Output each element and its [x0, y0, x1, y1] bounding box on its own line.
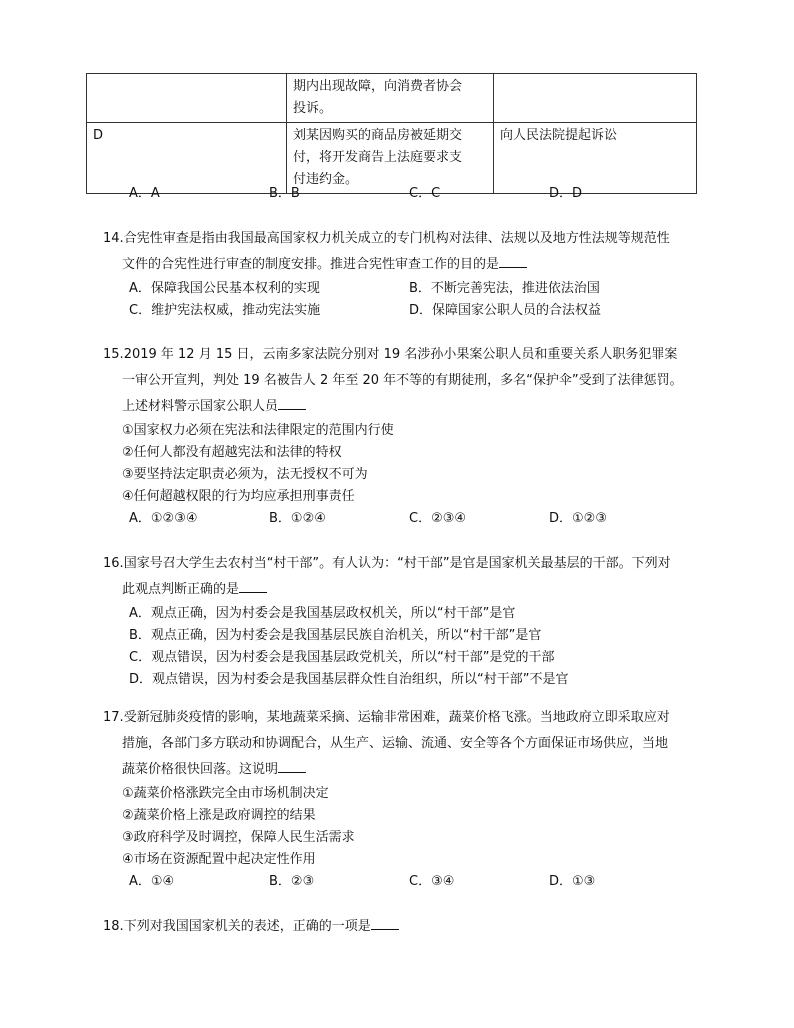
- statement: ④市场在资源配置中起决定性作用: [122, 852, 316, 867]
- option-a[interactable]: A．①④: [129, 874, 175, 889]
- answer-blank[interactable]: [239, 580, 267, 593]
- question-17: [103, 705, 723, 893]
- option-d[interactable]: D．观点错误，因为村委会是我国基层群众性自治组织，所以“村干部”不是官: [129, 672, 569, 687]
- option-c[interactable]: C．观点错误，因为村委会是我国基层政党机关，所以“村干部”是党的干部: [129, 650, 555, 665]
- answer-blank[interactable]: [499, 255, 527, 268]
- option-a[interactable]: A．A: [129, 186, 160, 201]
- option-b[interactable]: B．②③: [269, 874, 315, 889]
- option-d[interactable]: D．D: [549, 186, 583, 201]
- statement: ②蔬菜价格上涨是政府调控的结果: [122, 808, 316, 823]
- cell-line: 投诉。: [293, 101, 333, 116]
- option-a[interactable]: A．①②③④: [129, 511, 198, 526]
- question-text: 上述材料警示国家公职人员: [122, 399, 279, 414]
- question-text: 此观点判断正确的是: [122, 582, 240, 597]
- question-16: [103, 551, 723, 691]
- question-text: 受新冠肺炎疫情的影响，某地蔬菜采摘、运输非常困难，蔬菜价格飞涨。当地政府立即采取应对: [123, 710, 670, 725]
- cell-line: 付，将开发商告上法庭要求支: [293, 150, 463, 165]
- answer-table-fragment: [86, 73, 697, 194]
- question-number: 17.: [103, 710, 124, 725]
- table-cell: D: [87, 123, 287, 194]
- option-c[interactable]: C．③④: [409, 874, 455, 889]
- question-number: 15.: [103, 347, 124, 362]
- option-b[interactable]: B．①②④: [269, 511, 326, 526]
- option-c[interactable]: C．C: [409, 186, 441, 201]
- question-number: 16.: [103, 556, 124, 571]
- statement: ①蔬菜价格涨跌完全由市场机制决定: [122, 786, 329, 801]
- option-c[interactable]: C．维护宪法权威，推动宪法实施: [129, 303, 321, 318]
- question-text: 文件的合宪性进行审查的制度安排。推进合宪性审查工作的目的是: [122, 257, 500, 272]
- option-b[interactable]: B．观点正确，因为村委会是我国基层民族自治机关，所以“村干部”是官: [129, 628, 542, 643]
- question-number: 18.: [103, 919, 124, 934]
- option-d[interactable]: D．保障国家公职人员的合法权益: [409, 303, 602, 318]
- statement: ①国家权力必须在宪法和法律限定的范围内行使: [122, 423, 394, 438]
- question-text: 措施，各部门多方联动和协调配合，从生产、运输、流通、安全等各个方面保证市场供应，当地: [122, 736, 669, 751]
- statement: ④任何超越权限的行为均应承担刑事责任: [122, 489, 355, 504]
- answer-blank[interactable]: [371, 917, 399, 930]
- table-cell: 向人民法院提起诉讼: [494, 123, 697, 194]
- question-text: 2019 年 12 月 15 日，云南多家法院分别对 19 名涉孙小果案公职人员和重要关系人职务犯罪案: [123, 347, 678, 362]
- option-c[interactable]: C．②③④: [409, 511, 467, 526]
- table-row: [87, 74, 697, 123]
- option-a[interactable]: A．保障我国公民基本权利的实现: [129, 281, 320, 296]
- cell-line: 刘某因购买的商品房被延期交: [293, 128, 463, 143]
- table-question-options: [103, 183, 723, 205]
- table-cell: [494, 74, 697, 123]
- answer-blank[interactable]: [278, 760, 306, 773]
- cell-line: 付违约金。: [293, 172, 359, 187]
- option-b[interactable]: B．B: [269, 186, 300, 201]
- option-b[interactable]: B．不断完善宪法，推进依法治国: [409, 281, 600, 296]
- table-cell: [287, 74, 494, 123]
- answer-blank[interactable]: [278, 397, 306, 410]
- question-text: 国家号召大学生去农村当“村干部”。有人认为：“村干部”是官是国家机关最基层的干部。下列对: [123, 556, 671, 571]
- table-cell: [87, 74, 287, 123]
- statement: ②任何人都没有超越宪法和法律的特权: [122, 445, 342, 460]
- option-a[interactable]: A．观点正确，因为村委会是我国基层政权机关，所以“村干部”是官: [129, 606, 516, 621]
- question-text: 蔬菜价格很快回落。这说明: [122, 762, 279, 777]
- statement: ③政府科学及时调控，保障人民生活需求: [122, 830, 355, 845]
- statement: ③要坚持法定职责必须为，法无授权不可为: [122, 467, 368, 482]
- question-14: [103, 226, 723, 322]
- option-d[interactable]: D．①②③: [549, 511, 607, 526]
- question-text: 合宪性审查是指由我国最高国家权力机关成立的专门机构对法律、法规以及地方性法规等规范性: [123, 231, 670, 246]
- question-text: 一审公开宣判，判处 19 名被告人 2 年至 20 年不等的有期徒刑，多名“保护伞”受到了法律惩罚。: [122, 373, 683, 388]
- option-d[interactable]: D．①③: [549, 874, 596, 889]
- cell-line: 期内出现故障，向消费者协会: [293, 79, 463, 94]
- question-number: 14.: [103, 231, 124, 246]
- question-text: 下列对我国国家机关的表述，正确的一项是: [123, 919, 371, 934]
- question-15: [103, 342, 723, 530]
- question-18: [103, 914, 723, 940]
